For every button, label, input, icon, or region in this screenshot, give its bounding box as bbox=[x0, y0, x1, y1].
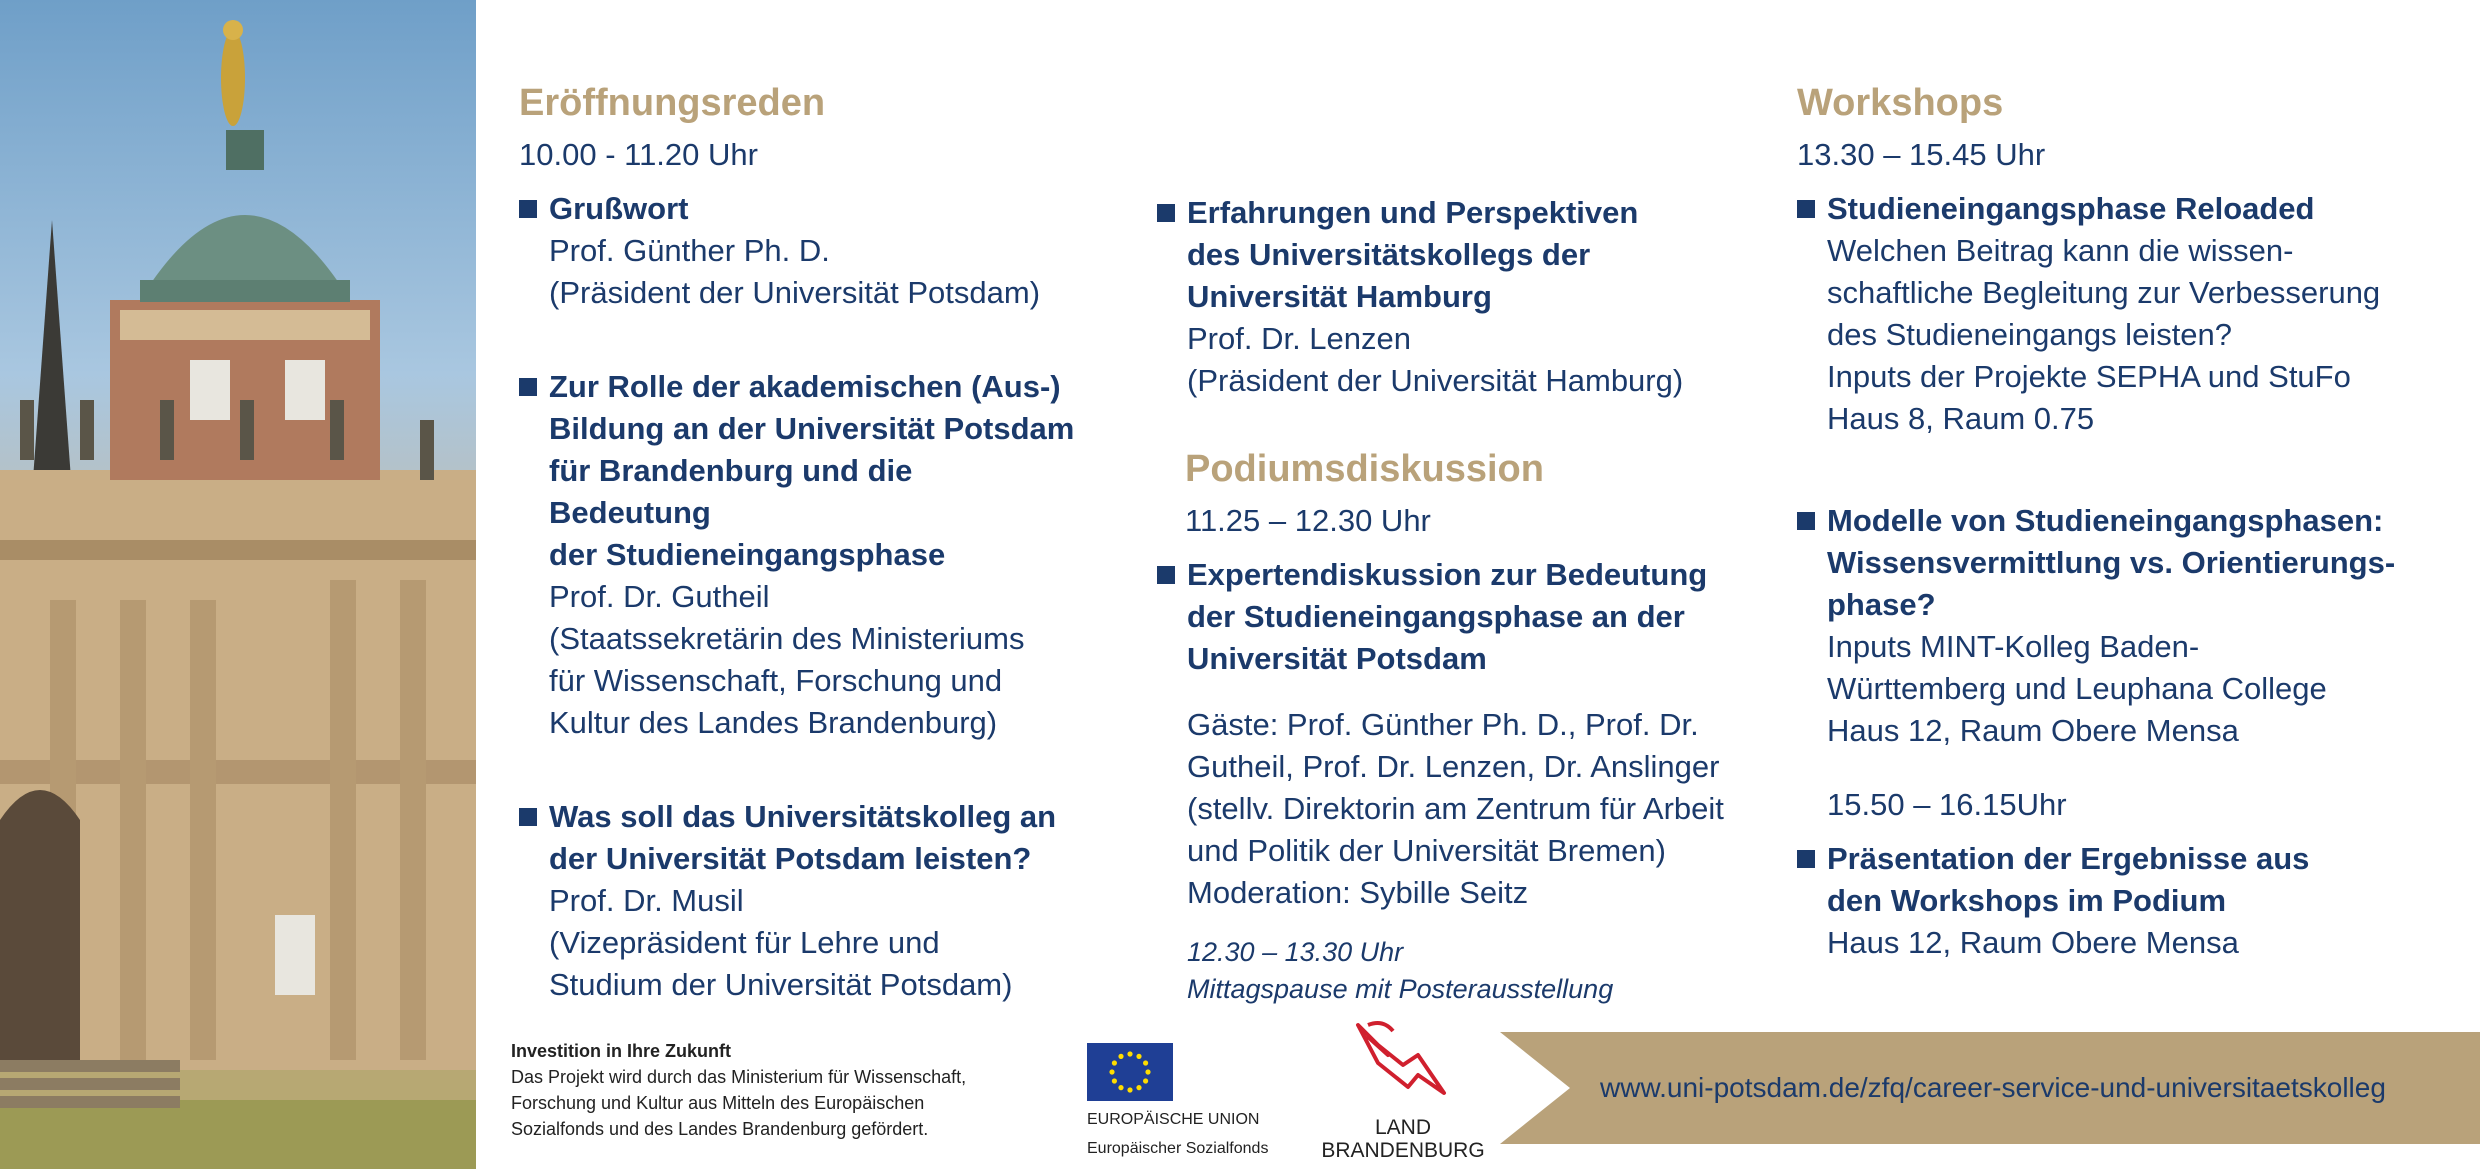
eu-flag-icon bbox=[1087, 1043, 1173, 1101]
square-bullet-icon bbox=[1157, 204, 1175, 222]
item-title: Bildung an der Universität Potsdam bbox=[549, 411, 1075, 446]
funding-title: Investition in Ihre Zukunft bbox=[511, 1041, 731, 1061]
item-line: Welchen Beitrag kann die wissen- bbox=[1827, 233, 2294, 268]
funding-line: Forschung und Kultur aus Mitteln des Europäischen bbox=[511, 1093, 925, 1113]
item-title: phase? bbox=[1827, 587, 1936, 622]
workshops-time: 13.30 – 15.45 Uhr bbox=[1797, 137, 2046, 172]
item-line: für Wissenschaft, Forschung und bbox=[549, 663, 1003, 698]
item-line: und Politik der Universität Bremen) bbox=[1187, 833, 1666, 868]
item-line: Prof. Dr. Lenzen bbox=[1187, 321, 1412, 356]
website-url-link[interactable]: www.uni-potsdam.de/zfq/career-service-und-universitaetskolleg bbox=[1600, 1072, 2386, 1103]
item-line: Kultur des Landes Brandenburg) bbox=[549, 705, 998, 740]
square-bullet-icon bbox=[1797, 200, 1815, 218]
item-line: Haus 12, Raum Obere Mensa bbox=[1827, 925, 2239, 960]
item-line: schaftliche Begleitung zur Verbesserung bbox=[1827, 275, 2381, 310]
break-time: 12.30 – 13.30 Uhr bbox=[1187, 937, 1404, 967]
list-item bbox=[1797, 188, 2437, 440]
item-line: (Präsident der Universität Potsdam) bbox=[549, 275, 1041, 310]
item-line: Prof. Dr. Gutheil bbox=[549, 579, 770, 614]
list-item bbox=[519, 366, 1079, 744]
section-heading-panel: Podiumsdiskussion bbox=[1185, 448, 1544, 490]
square-bullet-icon bbox=[519, 378, 537, 396]
item-title: Universität Potsdam bbox=[1187, 641, 1487, 676]
item-title: Erfahrungen und Perspektiven bbox=[1187, 195, 1639, 230]
item-line: Inputs der Projekte SEPHA und StuFo bbox=[1827, 359, 2351, 394]
list-item bbox=[519, 796, 1079, 1006]
list-item bbox=[1797, 838, 2437, 964]
panel-column bbox=[1157, 192, 1767, 1008]
item-title: Zur Rolle der akademischen (Aus-) bbox=[549, 369, 1061, 404]
panel-time: 11.25 – 12.30 Uhr bbox=[1185, 503, 1431, 538]
square-bullet-icon bbox=[1797, 512, 1815, 530]
item-line: (stellv. Direktorin am Zentrum für Arbeit bbox=[1187, 791, 1724, 826]
item-line: Württemberg und Leuphana College bbox=[1827, 671, 2327, 706]
eu-logo-line2: Europäischer Sozialfonds bbox=[1087, 1140, 1269, 1157]
item-title: Expertendiskussion zur Bedeutung bbox=[1187, 557, 1708, 592]
item-line: Inputs MINT-Kolleg Baden- bbox=[1827, 629, 2200, 664]
funding-line: Das Projekt wird durch das Ministerium für Wissenschaft, bbox=[511, 1067, 967, 1087]
brandenburg-eagle-icon bbox=[1348, 1015, 1458, 1111]
list-item bbox=[1157, 192, 1767, 402]
item-line: Haus 12, Raum Obere Mensa bbox=[1827, 713, 2239, 748]
item-title: Grußwort bbox=[549, 191, 689, 226]
square-bullet-icon bbox=[519, 808, 537, 826]
item-title: für Brandenburg und die Bedeutung bbox=[549, 453, 913, 530]
opening-speeches-column bbox=[519, 76, 1079, 1058]
item-line: Prof. Günther Ph. D. bbox=[549, 233, 830, 268]
item-title: Was soll das Universitätskolleg an bbox=[549, 799, 1057, 834]
brandenburg-line1: LAND bbox=[1374, 1116, 1432, 1139]
item-line: Gäste: Prof. Günther Ph. D., Prof. Dr. bbox=[1187, 707, 1699, 742]
item-line: Studium der Universität Potsdam) bbox=[549, 967, 1013, 1002]
item-title: der Studieneingangsphase an der bbox=[1187, 599, 1685, 634]
item-title: den Workshops im Podium bbox=[1827, 883, 2227, 918]
item-line: Prof. Dr. Musil bbox=[549, 883, 744, 918]
presentation-time: 15.50 – 16.15Uhr bbox=[1827, 787, 2067, 822]
opening-time: 10.00 - 11.20 Uhr bbox=[519, 137, 758, 172]
list-item bbox=[1797, 500, 2437, 752]
item-line: Moderation: Sybille Seitz bbox=[1187, 875, 1529, 910]
item-title: der Universität Potsdam leisten? bbox=[549, 841, 1032, 876]
square-bullet-icon bbox=[519, 200, 537, 218]
break-text: Mittagspause mit Posterausstellung bbox=[1187, 974, 1614, 1004]
brandenburg-line2: BRANDENBURG bbox=[1321, 1139, 1485, 1162]
item-title: Präsentation der Ergebnisse aus bbox=[1827, 841, 2310, 876]
item-title: des Universitätskollegs der bbox=[1187, 237, 1591, 272]
list-item bbox=[519, 188, 1079, 314]
palace-photo bbox=[0, 0, 476, 1169]
funding-note bbox=[511, 1038, 1071, 1142]
item-title: Studieneingangsphase Reloaded bbox=[1827, 191, 2315, 226]
item-title: Modelle von Studieneingangsphasen: bbox=[1827, 503, 2384, 538]
item-line: (Vizepräsident für Lehre und bbox=[549, 925, 940, 960]
item-title: Universität Hamburg bbox=[1187, 279, 1492, 314]
item-title: der Studieneingangsphase bbox=[549, 537, 946, 572]
section-heading-opening: Eröffnungsreden bbox=[519, 82, 826, 124]
list-item bbox=[1157, 554, 1767, 914]
brandenburg-logo bbox=[1318, 1015, 1488, 1162]
item-line: Haus 8, Raum 0.75 bbox=[1827, 401, 2095, 436]
url-banner[interactable] bbox=[1500, 1032, 2480, 1144]
funding-line: Sozialfonds und des Landes Brandenburg gefördert. bbox=[511, 1119, 929, 1139]
eu-logo bbox=[1087, 1043, 1307, 1159]
item-title: Wissensvermittlung vs. Orientierungs- bbox=[1827, 545, 2396, 580]
eu-logo-line1: EUROPÄISCHE UNION bbox=[1087, 1111, 1260, 1128]
square-bullet-icon bbox=[1797, 850, 1815, 868]
item-line: (Präsident der Universität Hamburg) bbox=[1187, 363, 1684, 398]
item-line: des Studieneingangs leisten? bbox=[1827, 317, 2233, 352]
item-line: (Staatssekretärin des Ministeriums bbox=[549, 621, 1025, 656]
section-heading-workshops: Workshops bbox=[1797, 82, 2004, 124]
workshops-column bbox=[1797, 76, 2437, 1016]
item-line: Gutheil, Prof. Dr. Lenzen, Dr. Anslinger bbox=[1187, 749, 1720, 784]
square-bullet-icon bbox=[1157, 566, 1175, 584]
